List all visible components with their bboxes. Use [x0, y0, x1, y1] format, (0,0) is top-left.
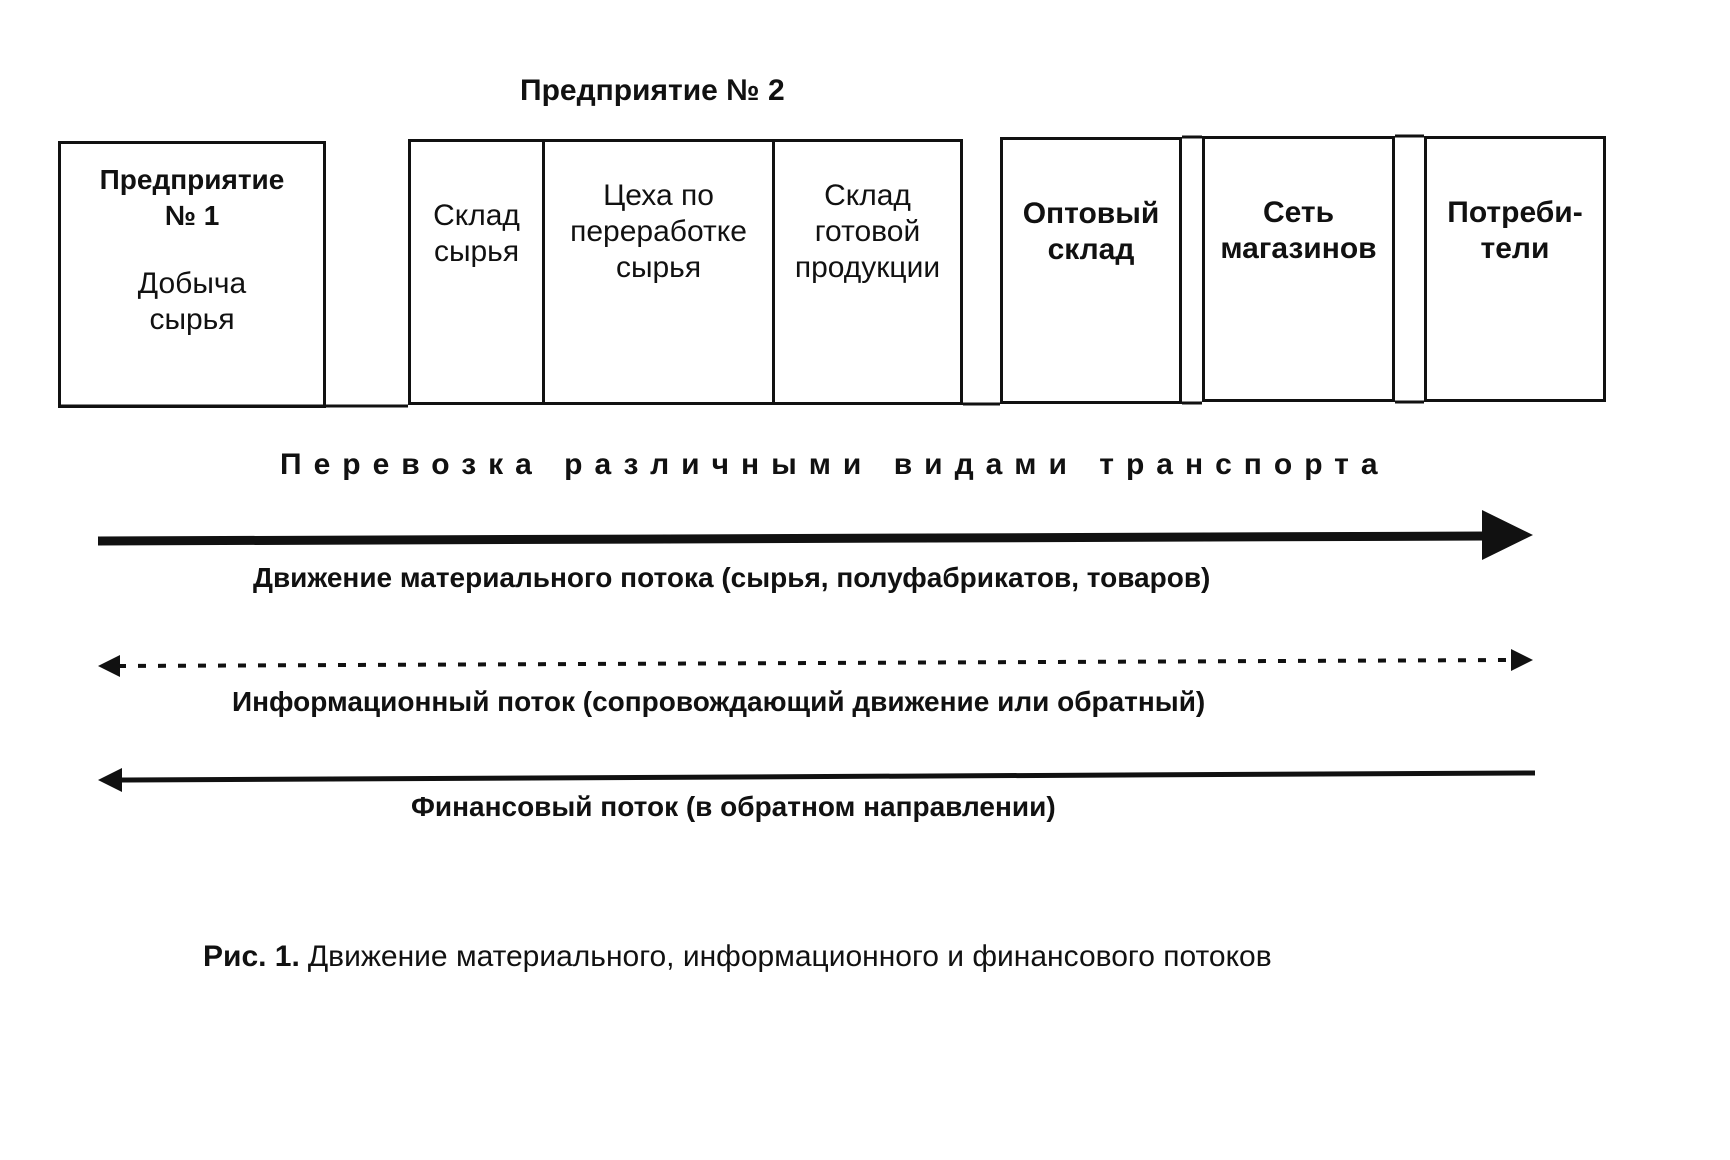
material-flow-label: Движение материального потока (сырья, полуфабрикатов, товаров): [253, 562, 1211, 593]
enterprise1-title: Предприятие № 1: [99, 164, 285, 231]
financial-flow-label: Финансовый поток (в обратном направлении): [411, 791, 1056, 822]
box-enterprise1: [58, 141, 326, 408]
figure-number: Рис. 1.: [203, 940, 300, 973]
box-raw-warehouse: [408, 139, 545, 405]
material-flow-arrow: [98, 510, 1533, 560]
box-finished-goods-warehouse: [772, 139, 963, 405]
enterprise2-title: Предприятие № 2: [520, 74, 785, 107]
figure-caption-text: Движение материального, информационного и финансового потоков: [307, 940, 1272, 973]
enterprise1-subtitle: Добыча сырья: [137, 267, 247, 336]
processing-workshops-label: Цеха по переработке сырья: [570, 179, 747, 284]
box-consumers: [1424, 136, 1606, 402]
information-flow-arrow: [98, 649, 1533, 677]
financial-flow-arrow: [98, 768, 1535, 792]
box-processing-workshops: [542, 139, 775, 405]
raw-warehouse-label: Склад сырья: [433, 199, 520, 268]
finished-goods-warehouse-label: Склад готовой продукции: [794, 179, 941, 284]
box-wholesale-warehouse: [1000, 137, 1182, 404]
figure-caption: [203, 940, 1272, 974]
shop-network-label: Сеть магазинов: [1220, 196, 1377, 265]
information-flow-label: Информационный поток (сопровождающий движение или обратный): [232, 686, 1206, 717]
consumers-label: Потреби- тели: [1447, 196, 1583, 265]
box-shop-network: [1202, 136, 1395, 402]
transport-label: Перевозка различными видами транспорта: [280, 448, 1390, 481]
wholesale-warehouse-label: Оптовый склад: [1022, 197, 1160, 266]
